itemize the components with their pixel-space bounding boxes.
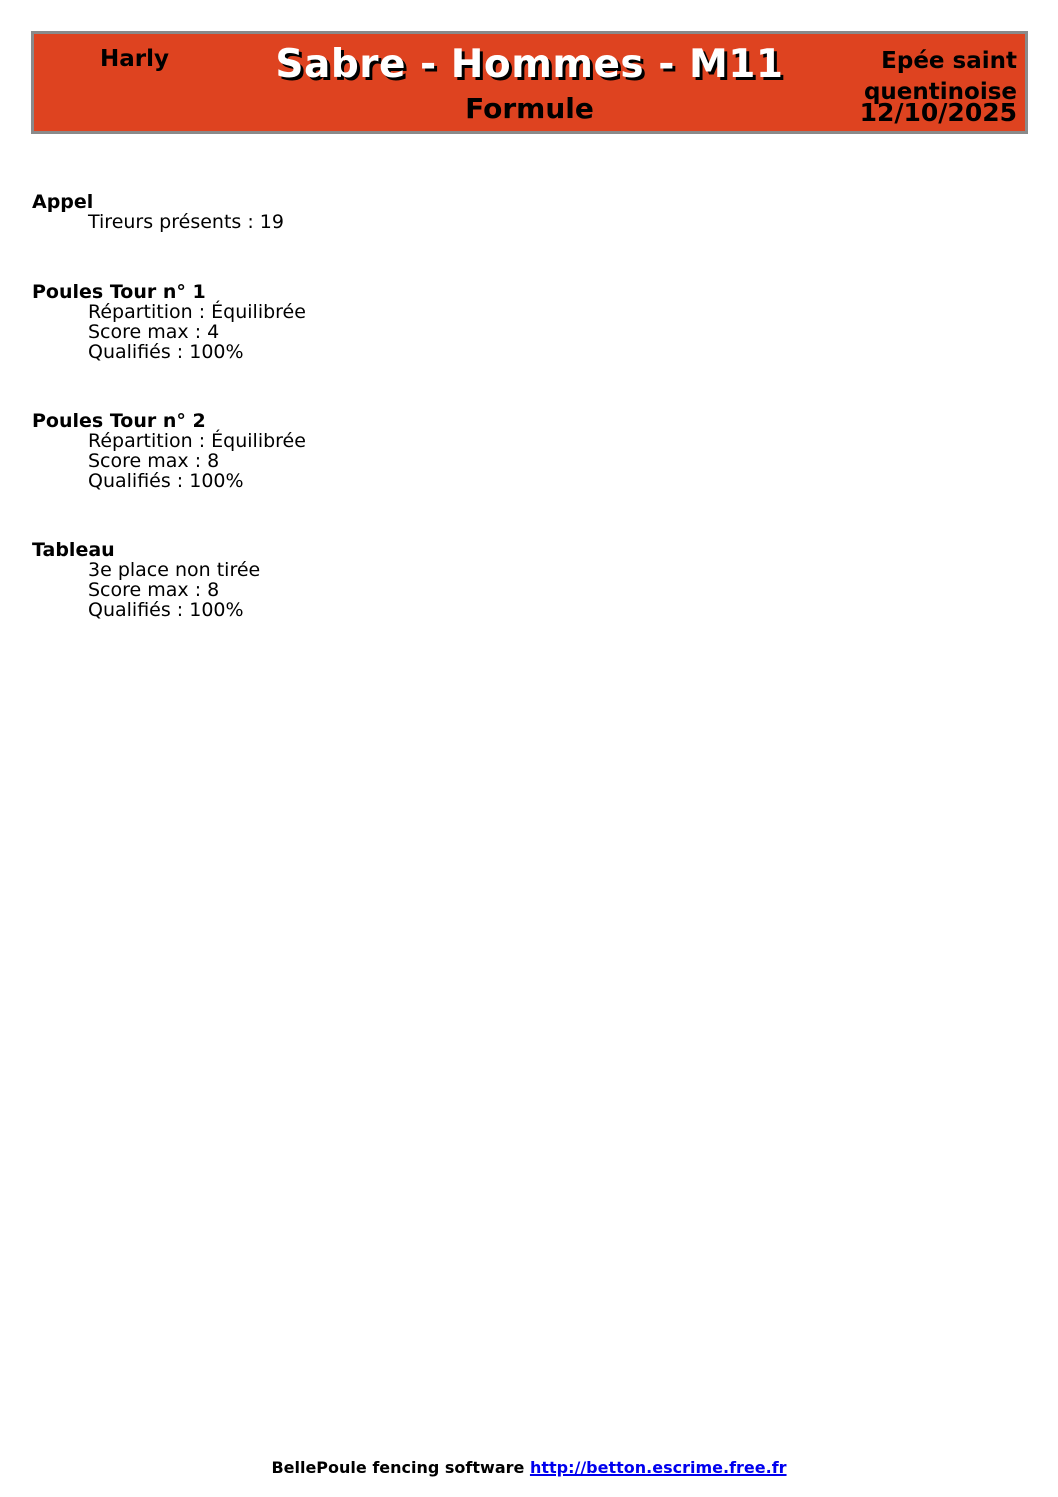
section-line: Qualifiés : 100% xyxy=(88,599,244,621)
section-line: Score max : 4 xyxy=(88,321,220,343)
section-title: Appel xyxy=(32,191,94,213)
section-poules-tour-2 xyxy=(32,411,632,491)
footer xyxy=(0,1458,1058,1477)
section-line: Tireurs présents : 19 xyxy=(88,211,284,233)
section-title: Poules Tour n° 2 xyxy=(32,410,206,432)
organizer-name: Epée saint quentinoise xyxy=(863,48,1017,105)
section-title: Tableau xyxy=(32,539,115,561)
header-banner xyxy=(31,31,1028,134)
competition-title: Sabre - Hommes - M11 xyxy=(275,42,784,87)
section-line: Score max : 8 xyxy=(88,450,220,472)
footer-text: BellePoule fencing software xyxy=(271,1458,525,1477)
section-line: Répartition : Équilibrée xyxy=(88,430,306,452)
club-name: Harly xyxy=(100,46,169,72)
section-line: Qualifiés : 100% xyxy=(88,341,244,363)
section-tableau xyxy=(32,540,632,620)
section-line: 3e place non tirée xyxy=(88,559,261,581)
footer-link[interactable]: http://betton.escrime.free.fr xyxy=(529,1458,787,1477)
section-line: Score max : 8 xyxy=(88,579,220,601)
section-line: Répartition : Équilibrée xyxy=(88,301,306,323)
section-line: Qualifiés : 100% xyxy=(88,470,244,492)
section-poules-tour-1 xyxy=(32,282,632,362)
competition-date: 12/10/2025 xyxy=(859,98,1017,127)
section-appel xyxy=(32,192,632,232)
page-subtitle: Formule xyxy=(465,92,594,125)
section-title: Poules Tour n° 1 xyxy=(32,281,206,303)
